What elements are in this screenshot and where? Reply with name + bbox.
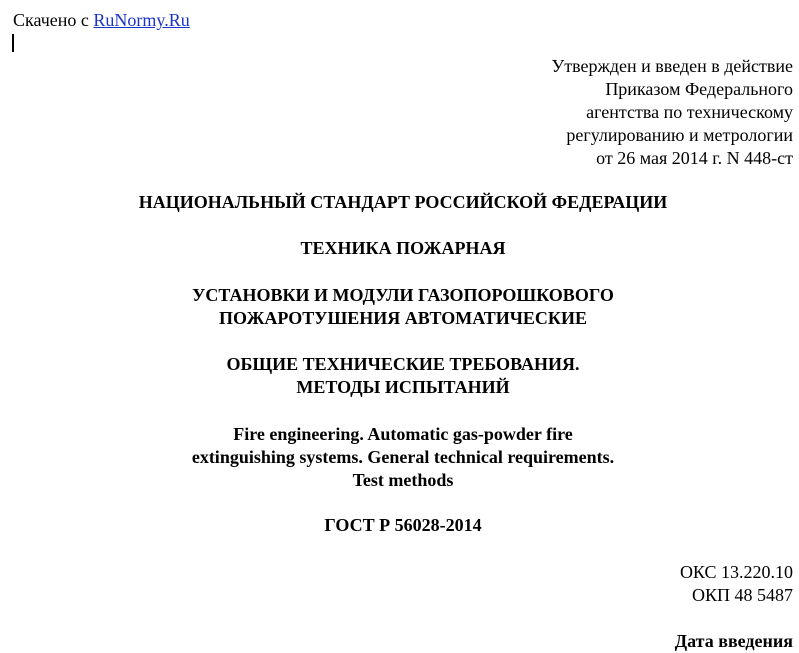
title-line: ПОЖАРОТУШЕНИЯ АВТОМАТИЧЕСКИЕ [219, 308, 587, 328]
approval-line: от 26 мая 2014 г. N 448-ст [596, 148, 793, 168]
approval-line: регулированию и метрологии [566, 125, 793, 145]
title-line: УСТАНОВКИ И МОДУЛИ ГАЗОПОРОШКОВОГО [192, 285, 614, 305]
title-line: ОБЩИЕ ТЕХНИЧЕСКИЕ ТРЕБОВАНИЯ. [226, 354, 580, 374]
installations-title [0, 284, 799, 330]
english-title-line: Fire engineering. Automatic gas-powder fire [233, 424, 573, 444]
title-line: МЕТОДЫ ИСПЫТАНИЙ [296, 377, 510, 397]
source-prefix: Скачено с [13, 10, 89, 30]
english-title-line: extinguishing systems. General technical requirements. [191, 447, 615, 467]
approval-line: агентства по техническому [586, 102, 793, 122]
fire-engineering-heading: ТЕХНИКА ПОЖАРНАЯ [300, 238, 506, 258]
approval-line: Приказом Федерального [605, 79, 793, 99]
requirements-title [0, 353, 799, 399]
source-attribution [13, 9, 190, 31]
english-title [0, 423, 799, 492]
text-cursor [12, 34, 14, 52]
source-link[interactable]: RuNormy.Ru [93, 10, 190, 30]
english-title-line: Test methods [352, 470, 454, 490]
oks-code: ОКС 13.220.10 [679, 562, 793, 582]
intro-date-label: Дата введения [674, 631, 793, 651]
approval-line: Утвержден и введен в действие [551, 56, 793, 76]
classifier-codes [680, 561, 793, 607]
approval-block [551, 55, 793, 170]
okp-code: ОКП 48 5487 [691, 585, 793, 605]
national-standard-heading: НАЦИОНАЛЬНЫЙ СТАНДАРТ РОССИЙСКОЙ ФЕДЕРАЦИИ [138, 192, 668, 212]
gost-number: ГОСТ Р 56028-2014 [324, 515, 482, 535]
